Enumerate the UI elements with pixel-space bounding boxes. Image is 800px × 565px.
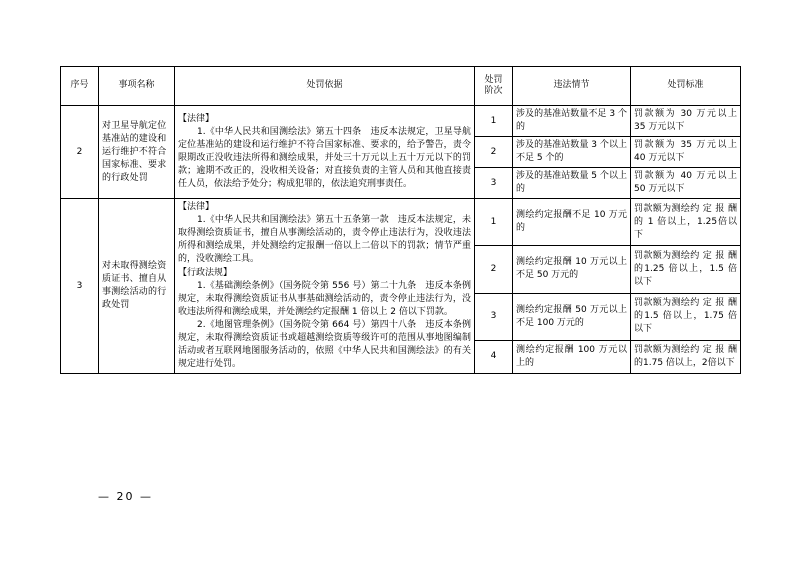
penalty-level: 1 [475, 199, 513, 246]
penalty-level: 2 [475, 137, 513, 168]
penalty-basis-paragraph: 1.《中华人民共和国测绘法》第五十五条第一款 违反本法规定，未取得测绘资质证书，擅自从事测绘活动的，责令停止违法行为，没收违法所得和测绘成果，并处测绘约定报酬一倍以上二倍以下的罚款；情节严重的，没收测绘工具。 [178, 215, 471, 265]
page-number: — 20 — [98, 490, 153, 503]
column-header-basis: 处罚依据 [175, 67, 475, 106]
column-header-case: 违法情节 [513, 67, 631, 106]
violation-case: 涉及的基准站数量不足 3 个的 [513, 106, 631, 137]
penalty-table [60, 66, 747, 374]
penalty-basis-paragraph: 【法律】 [178, 202, 215, 213]
penalty-standard: 罚款额为测绘约 定 报 酬 的1.5 倍以上，1.75 倍以下 [631, 293, 741, 340]
violation-case: 涉及的基准站数量 5 个以上的 [513, 168, 631, 199]
column-header-name: 事项名称 [99, 67, 175, 106]
penalty-level: 1 [475, 106, 513, 137]
row-item-name: 对未取得测绘资质证书、擅自从事测绘活动的行政处罚 [99, 199, 175, 374]
violation-case: 测绘约定报酬 50 万元以上不足 100 万元的 [513, 293, 631, 340]
violation-case: 测绘约定报酬 100 万元以上的 [513, 340, 631, 373]
penalty-level: 2 [475, 246, 513, 293]
penalty-standard: 罚款额为 35 万元以上 40 万元以下 [631, 137, 741, 168]
penalty-basis-paragraph: 【行政法规】 [178, 267, 233, 278]
violation-case: 测绘约定报酬不足 10 万元的 [513, 199, 631, 246]
penalty-basis-paragraph: 1.《基础测绘条例》（国务院令第 556 号）第二十九条 违反本条例规定，未取得测绘资质证书从事基础测绘活动的，责令停止违法行为，没收违法所得和测绘成果，并处测绘约定报酬 1 倍以上 2 倍以下罚款。 [178, 280, 471, 317]
table-header [61, 67, 741, 106]
penalty-standard: 罚款额为测绘约 定 报 酬 的 1 倍以上，1.25倍以下 [631, 199, 741, 246]
penalty-basis-paragraph: 【法律】 [178, 114, 215, 124]
penalty-level: 3 [475, 168, 513, 199]
row-sequence-number: 3 [61, 199, 99, 374]
penalty-level: 4 [475, 340, 513, 373]
table-header-row [61, 67, 741, 106]
column-header-seq: 序号 [61, 67, 99, 106]
row-penalty-basis [175, 106, 475, 199]
penalty-standard: 罚款额为 40 万元以上 50 万元以下 [631, 168, 741, 199]
penalty-basis-paragraph: 2.《地图管理条例》（国务院令第 664 号）第四十八条 违反本条例规定，未取得测绘资质证书或超越测绘资质等级许可的范围从事地图编制活动或者互联网地图服务活动的，依照《中华人民共和国测绘法》的有关规定进行处罚。 [178, 319, 471, 369]
column-header-standard: 处罚标准 [631, 67, 741, 106]
violation-case: 涉及的基准站数量 3 个以上不足 5 个的 [513, 137, 631, 168]
table-row [61, 199, 741, 246]
penalty-basis-paragraph: 1.《中华人民共和国测绘法》第五十四条 违反本法规定，卫星导航定位基准站的建设和运行维护不符合国家标准、要求的，给予警告，责令限期改正没收违法所得和测绘成果，并处三十万元以上五十万元以下的罚款；逾期不改正的，没收相关设备；对直接负责的主管人员和其他直接责任人员，依法给予处分；构成犯罪的，依法追究刑事责任。 [178, 127, 471, 190]
penalty-standard: 罚款额为测绘约 定 报 酬 的1.25 倍以上，1.5 倍以下 [631, 246, 741, 293]
column-header-level-line1: 处罚 [484, 74, 503, 85]
penalty-standard: 罚款额为 30 万元以上 35 万元以下 [631, 106, 741, 137]
column-header-level-line2: 阶次 [484, 86, 503, 96]
penalty-standard: 罚款额为测绘约 定 报 酬 的1.75 倍以上，2倍以下 [631, 340, 741, 373]
violation-case: 测绘约定报酬 10 万元以上不足 50 万元的 [513, 246, 631, 293]
row-penalty-basis [175, 199, 475, 374]
table-row [61, 106, 741, 137]
table-body [61, 106, 747, 374]
penalty-level: 3 [475, 293, 513, 340]
row-item-name: 对卫星导航定位基准站的建设和运行维护不符合国家标准、要求的行政处罚 [99, 106, 175, 199]
row-sequence-number: 2 [61, 106, 99, 199]
column-header-level [475, 67, 513, 106]
